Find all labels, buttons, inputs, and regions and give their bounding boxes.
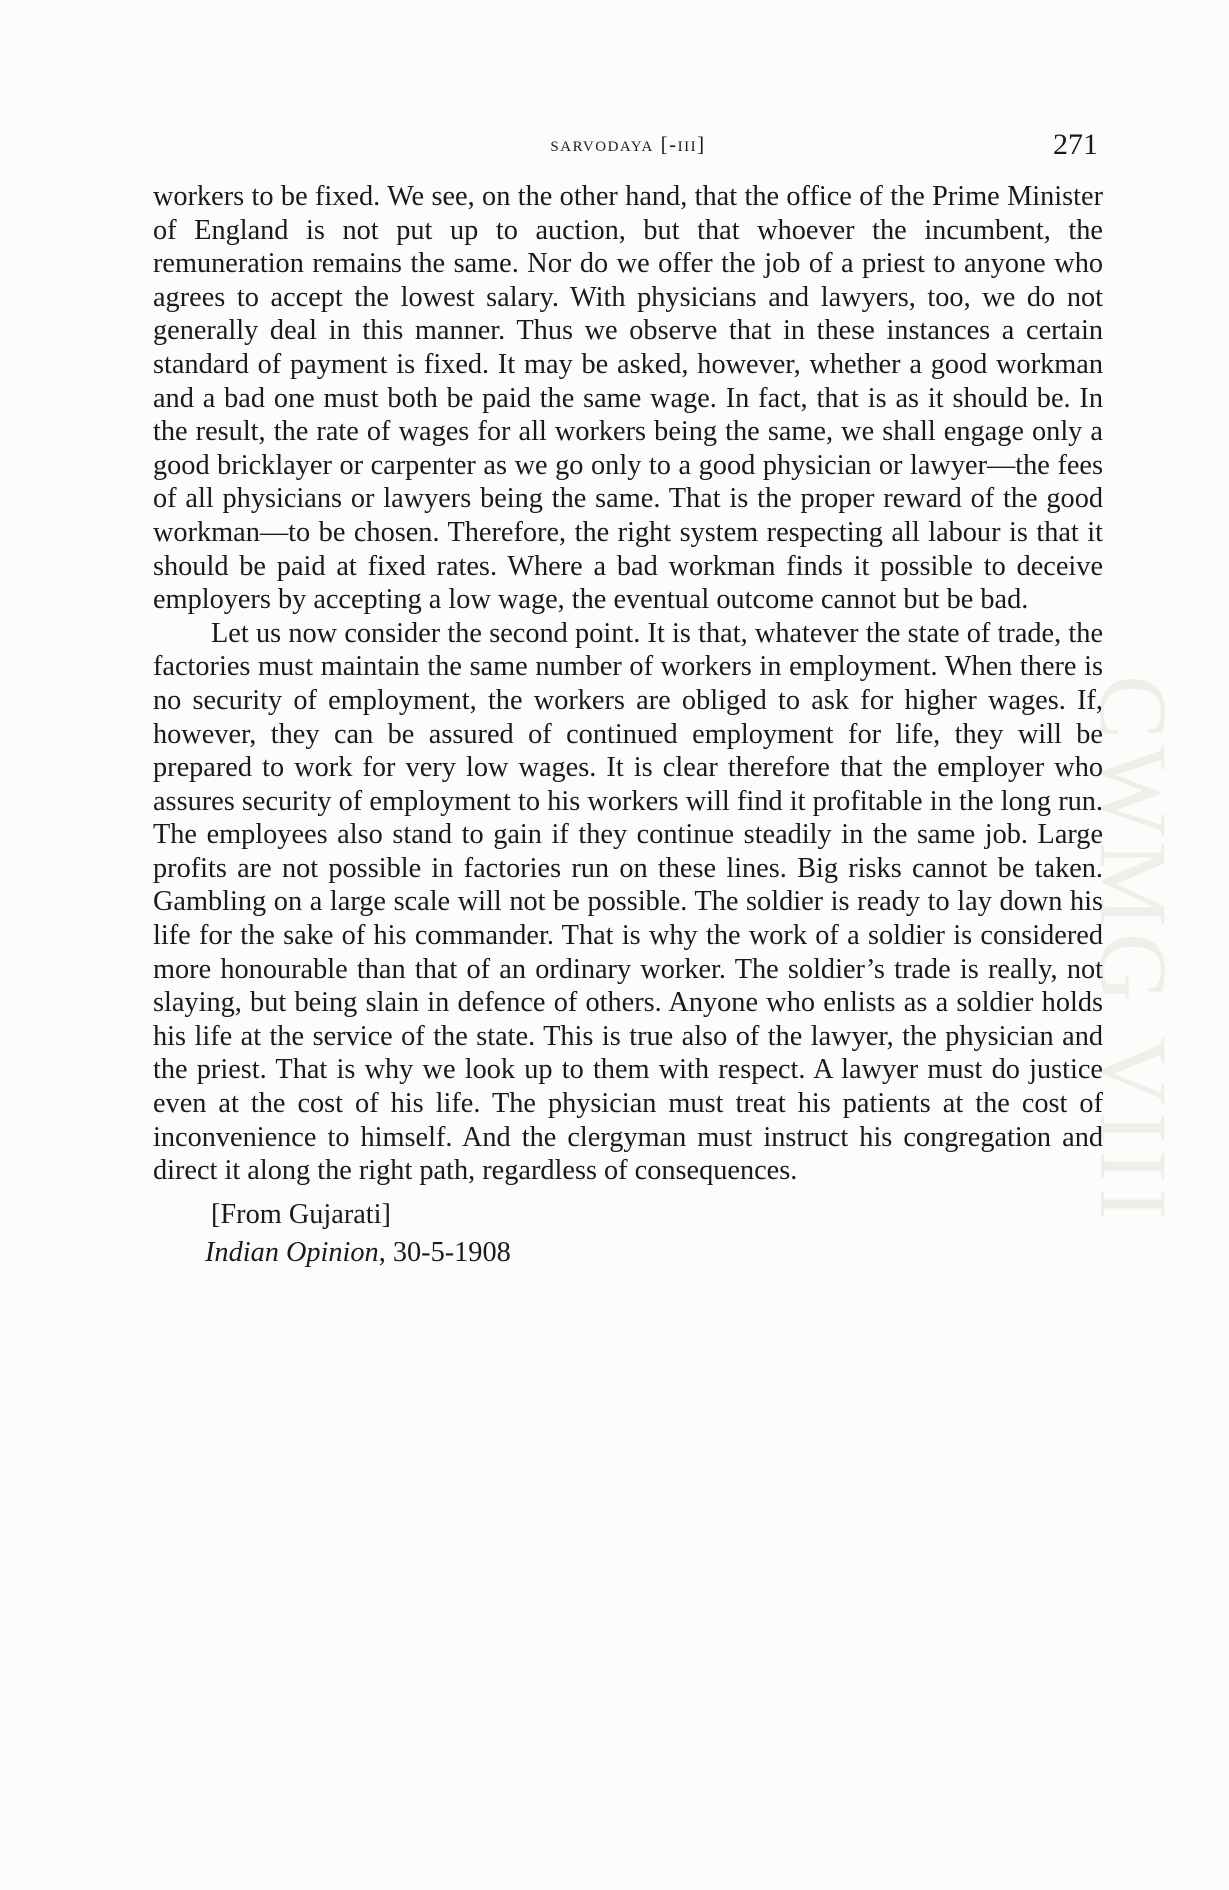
publication-date: , 30-5-1908 — [378, 1236, 511, 1268]
paragraph-2: Let us now consider the second point. It is that, whatever the state of trade, the factories must maintain the same number of workers in employment. When there is no security of employment, the workers are obliged to ask for higher wages. If, however, they can be assured of continued employment for life, they will be prepared to work for very low wages. It is clear therefore that the employer who assures security of employment to his workers will find it profitable in the long run. The employees also stand to gain if they continue steadily in the same job. Large profits are not possible in factories run on these lines. Big risks cannot be taken. Gambling on a large scale will not be possible. The soldier is ready to lay down his life for the sake of his commander. That is why the work of a soldier is considered more honourable than that of an ordinary worker. The soldier’s trade is really, not slaying, but being slain in defence of others. Anyone who enlists as a soldier holds his life at the service of the state. This is true also of the lawyer, the physician and the priest. That is why we look up to them with respect. A lawyer must do justice even at the cost of his life. The physician must treat his patients at the cost of inconvenience to himself. And the clergyman must instruct his congregation and direct it along the right path, regardless of consequences. — [153, 617, 1103, 1187]
journal-name: Indian Opinion — [205, 1236, 379, 1268]
document-page — [153, 128, 1103, 1272]
source-citation — [153, 1234, 1103, 1272]
running-title: sarvodaya [-iii] — [550, 132, 706, 156]
page-number: 271 — [1053, 128, 1098, 161]
paragraph-1: workers to be fixed. We see, on the other hand, that the office of the Prime Minister of England is not put up to auction, but that whoever the incumbent, the remuneration remains the same. Nor do we offer the job of a priest to anyone who agrees to accept the lowest salary. With physicians and lawyers, too, we do not generally deal in this manner. Thus we observe that in these instances a certain standard of payment is fixed. It may be asked, however, whether a good workman and a bad one must both be paid the same wage. In fact, that is as it should be. In the result, the rate of wages for all workers being the same, we shall engage only a good bricklayer or carpenter as we go only to a good physician or lawyer—the fees of all physicians or lawyers being the same. That is the proper reward of the good workman—to be chosen. Therefore, the right system respecting all labour is that it should be paid at fixed rates. Where a bad workman finds it possible to deceive employers by accepting a low wage, the eventual outcome cannot but be bad. — [153, 181, 1103, 616]
source-note — [153, 1196, 1103, 1272]
watermark — [1079, 520, 1187, 1380]
watermark-text: CWMG VIII — [1079, 674, 1187, 1226]
running-head — [153, 128, 1103, 168]
body-text — [153, 180, 1103, 1188]
source-language: [From Gujarati] — [211, 1198, 391, 1230]
